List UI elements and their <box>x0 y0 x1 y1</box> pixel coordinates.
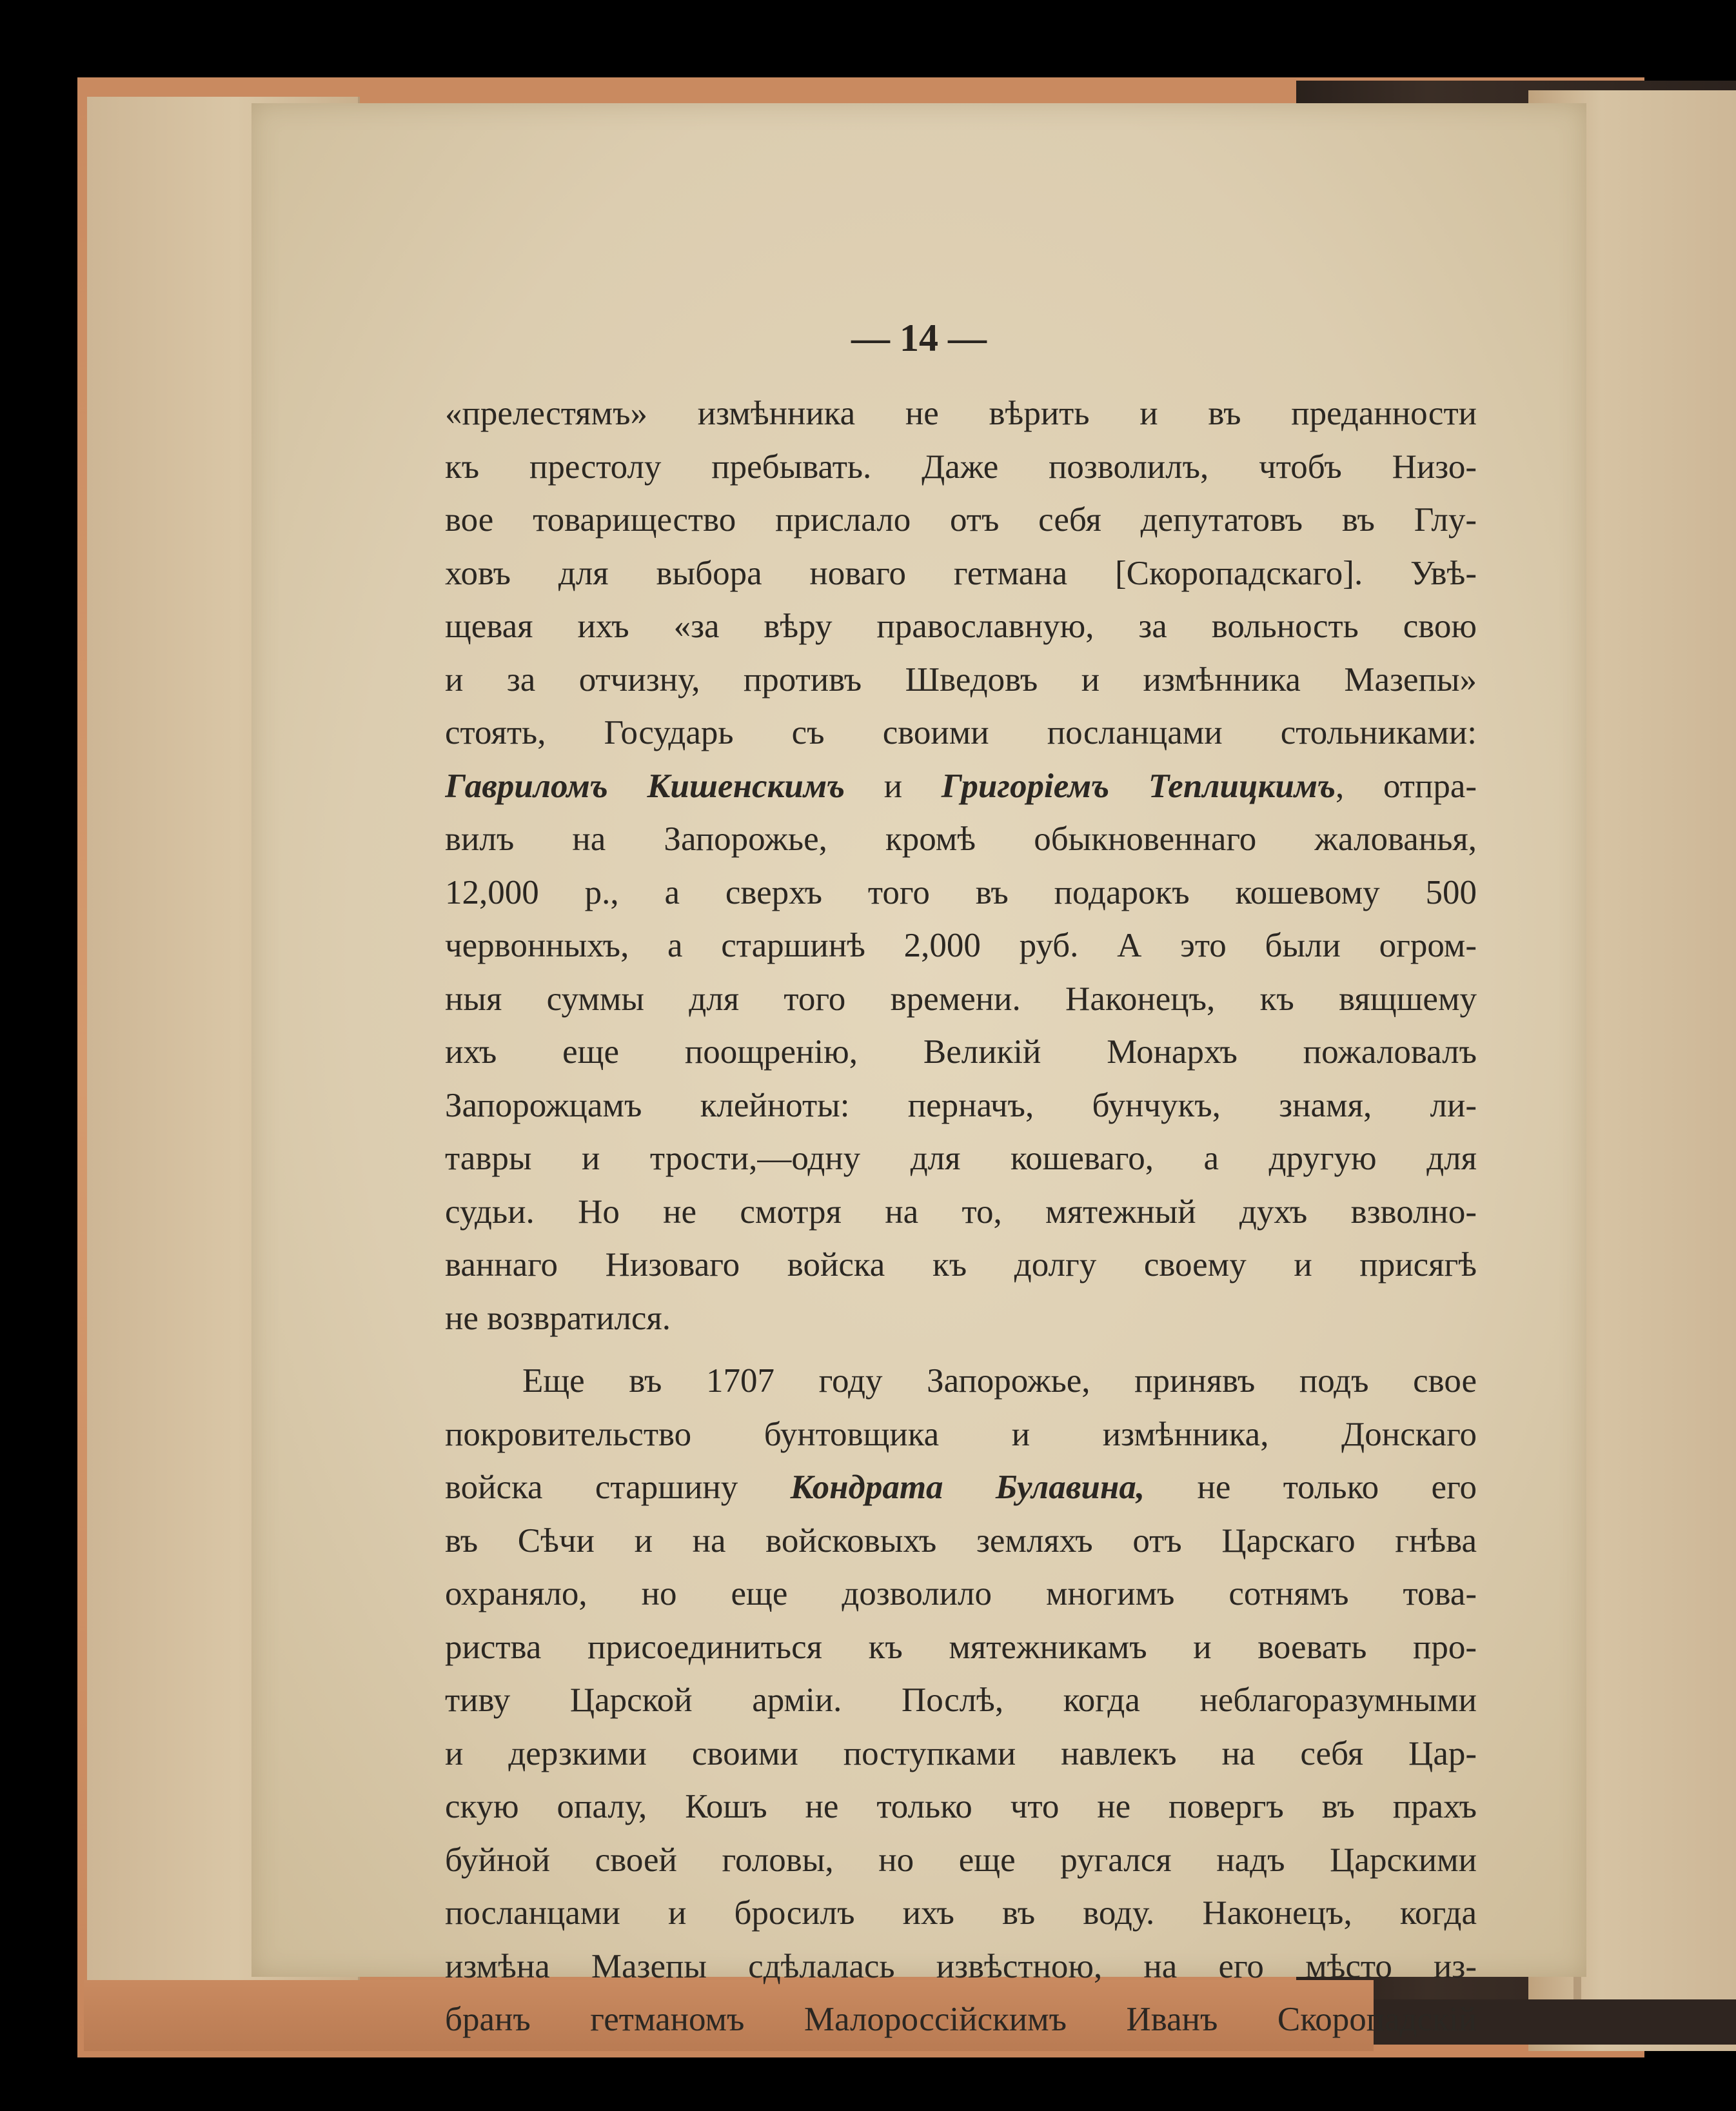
text-line: ховъ для выбора новаго гетмана [Скоропадскаго]. Увѣ- <box>445 554 1477 592</box>
text-line: покровительство бунтовщика и измѣнника, Донскаго <box>445 1415 1477 1453</box>
italic-name: Гавриломъ Кишенскимъ <box>445 767 845 805</box>
text-line: судьи. Но не смотря на то, мятежный духъ взволно- <box>445 1193 1477 1231</box>
text-line: и дерзкими своими поступками навлекъ на себя Цар- <box>445 1734 1477 1772</box>
text-line: Запорожцамъ клейноты: перначъ, бунчукъ, знамя, ли- <box>445 1086 1477 1124</box>
paragraph-gap <box>445 1345 1477 1354</box>
text-line: ныя суммы для того времени. Наконецъ, къ вящшему <box>445 980 1477 1018</box>
text-line: червонныхъ, а старшинѣ 2,000 руб. А это были огром- <box>445 927 1477 964</box>
text-fragment: и <box>845 767 942 805</box>
text-fragment: войска старшину <box>445 1469 791 1506</box>
page-number: — 14 — <box>851 317 987 359</box>
text-line <box>445 760 1477 813</box>
text-line: ихъ еще поощренію, Великій Монархъ пожаловалъ <box>445 1033 1477 1071</box>
text-line: стоять, Государь съ своими посланцами стольниками: <box>445 714 1477 751</box>
text-line <box>445 1461 1477 1514</box>
book-page <box>252 103 1586 2038</box>
text-line: въ Сѣчи и на войсковыхъ земляхъ отъ Царскаго гнѣва <box>445 1521 1477 1560</box>
text-fragment: не только его <box>1145 1469 1477 1506</box>
text-line: «прелестямъ» измѣнника не вѣрить и въ преданности <box>445 395 1477 432</box>
text-line: и за отчизну, противъ Шведовъ и измѣнника Мазепы» <box>445 660 1477 699</box>
text-line: тавры и трости,—одну для кошеваго, а другую для <box>445 1140 1477 1177</box>
text-line: риства присоединиться къ мятежникамъ и воевать про- <box>445 1628 1477 1666</box>
text-line: посланцами и бросилъ ихъ въ воду. Наконецъ, когда <box>445 1894 1477 1932</box>
text-line: вилъ на Запорожье, кромѣ обыкновеннаго жалованья, <box>445 820 1477 858</box>
text-line: бранъ гетманомъ Малороссійскимъ Иванъ Скоропадскій <box>445 2001 1477 2038</box>
text-line: Еще въ 1707 году Запорожье, принявъ подъ свое <box>522 1362 1477 1400</box>
text-line: вое товарищество прислало отъ себя депутатовъ въ Глу- <box>445 501 1477 539</box>
text-line: къ престолу пребывать. Даже позволилъ, чтобъ Низо- <box>445 448 1477 486</box>
text-line: не возвратился. <box>445 1299 671 1337</box>
italic-name: Кондрата Булавина, <box>790 1469 1145 1506</box>
italic-name: Григоріемъ Теплицкимъ <box>941 767 1336 805</box>
text-line: 12,000 р., а сверхъ того въ подарокъ кошевому 500 <box>445 873 1477 911</box>
text-fragment: , отпра- <box>1336 767 1477 805</box>
page-text <box>445 387 1477 2047</box>
text-line: щевая ихъ «за вѣру православную, за вольность свою <box>445 608 1477 645</box>
text-line: тиву Царской арміи. Послѣ, когда неблагоразумными <box>445 1681 1477 1719</box>
text-line: измѣна Мазепы сдѣлалась извѣстною, на его мѣсто из- <box>445 1947 1477 1985</box>
text-line: ваннаго Низоваго войска къ долгу своему и присягѣ <box>445 1246 1477 1283</box>
text-line: буйной своей головы, но еще ругался надъ Царскими <box>445 1841 1477 1879</box>
text-line: охраняло, но еще дозволило многимъ сотнямъ това- <box>445 1575 1477 1612</box>
text-line: скую опалу, Кошъ не только что не повергъ въ прахъ <box>445 1788 1477 1825</box>
